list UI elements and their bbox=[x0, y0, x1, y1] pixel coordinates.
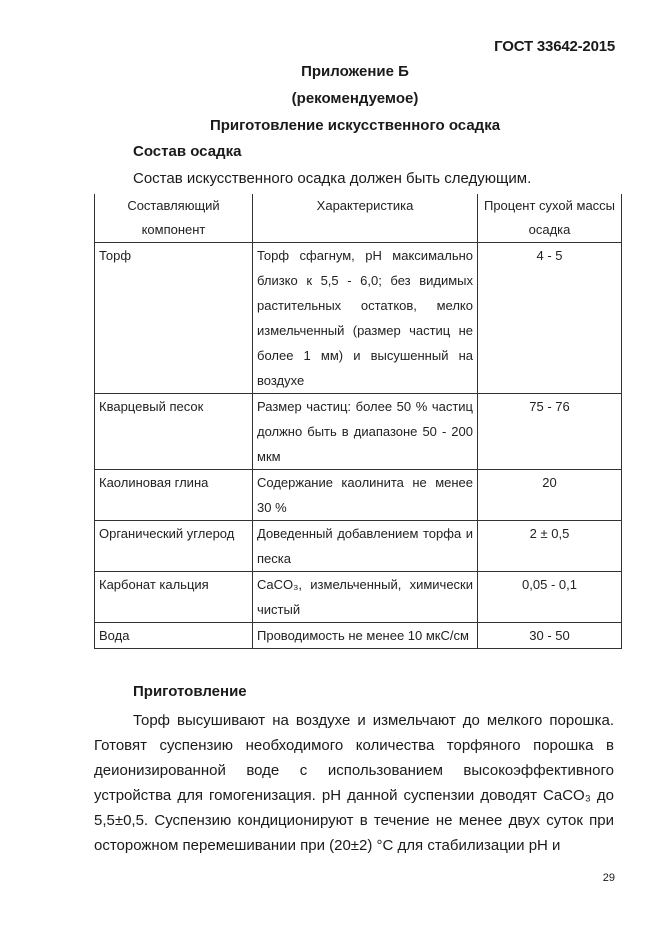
component-cell: Вода bbox=[95, 623, 253, 649]
standard-number: ГОСТ 33642-2015 bbox=[494, 38, 615, 55]
table-row bbox=[95, 521, 622, 572]
table-row bbox=[95, 470, 622, 521]
appendix-heading: Приготовление искусственного осадка bbox=[209, 117, 501, 134]
header-component: Составляющий компонент bbox=[95, 194, 253, 243]
component-cell: Каолиновая глина bbox=[95, 470, 253, 521]
appendix-status: (рекомендуемое) bbox=[291, 90, 419, 107]
preparation-paragraph: Торф высушивают на воздухе и измельчают до мелкого порошка. Готовят суспензию необходимого количества торфяного порошка в деионизированной воде с использованием высокоэффективного устройства для гомогенизация. pH данной суспензии доводят CaCO₃ до 5,5±0,5. Суспензию кондиционируют в течение не менее двух суток при осторожном перемешивании при (20±2) °С для стабилизации pH и bbox=[94, 712, 614, 854]
preparation-body bbox=[94, 708, 614, 858]
table-row bbox=[95, 394, 622, 470]
characteristic-cell: CaCO₃, измельченный, химически чистый bbox=[253, 572, 478, 623]
characteristic-cell: Доведенный добавлением торфа и песка bbox=[253, 521, 478, 572]
table-row bbox=[95, 623, 622, 649]
characteristic-cell: Содержание каолинита не менее 30 % bbox=[253, 470, 478, 521]
component-cell: Органический углерод bbox=[95, 521, 253, 572]
composition-heading: Состав осадка bbox=[133, 143, 242, 160]
header-percent: Процент сухой массы осадка bbox=[478, 194, 622, 243]
table-row bbox=[95, 572, 622, 623]
characteristic-cell: Размер частиц: более 50 % частиц должно быть в диапазоне 50 - 200 мкм bbox=[253, 394, 478, 470]
page-number: 29 bbox=[602, 872, 615, 884]
percent-cell: 0,05 - 0,1 bbox=[478, 572, 622, 623]
percent-cell: 20 bbox=[478, 470, 622, 521]
characteristic-cell: Торф сфагнум, pH максимально близко к 5,5 - 6,0; без видимых растительных остатков, мелко измельченный (размер частиц не более 1 мм) и высушенный на воздухе bbox=[253, 243, 478, 394]
table-row bbox=[95, 243, 622, 394]
table-header-row bbox=[95, 194, 622, 243]
composition-table bbox=[94, 194, 622, 649]
appendix-title: Приложение Б bbox=[301, 63, 409, 80]
percent-cell: 4 - 5 bbox=[478, 243, 622, 394]
composition-intro: Состав искусственного осадка должен быть следующим. bbox=[133, 170, 532, 187]
component-cell: Торф bbox=[95, 243, 253, 394]
component-cell: Кварцевый песок bbox=[95, 394, 253, 470]
percent-cell: 75 - 76 bbox=[478, 394, 622, 470]
percent-cell: 2 ± 0,5 bbox=[478, 521, 622, 572]
component-cell: Карбонат кальция bbox=[95, 572, 253, 623]
characteristic-cell: Проводимость не менее 10 мкС/см bbox=[253, 623, 478, 649]
preparation-heading: Приготовление bbox=[133, 683, 247, 700]
header-characteristic: Характеристика bbox=[253, 194, 478, 243]
percent-cell: 30 - 50 bbox=[478, 623, 622, 649]
